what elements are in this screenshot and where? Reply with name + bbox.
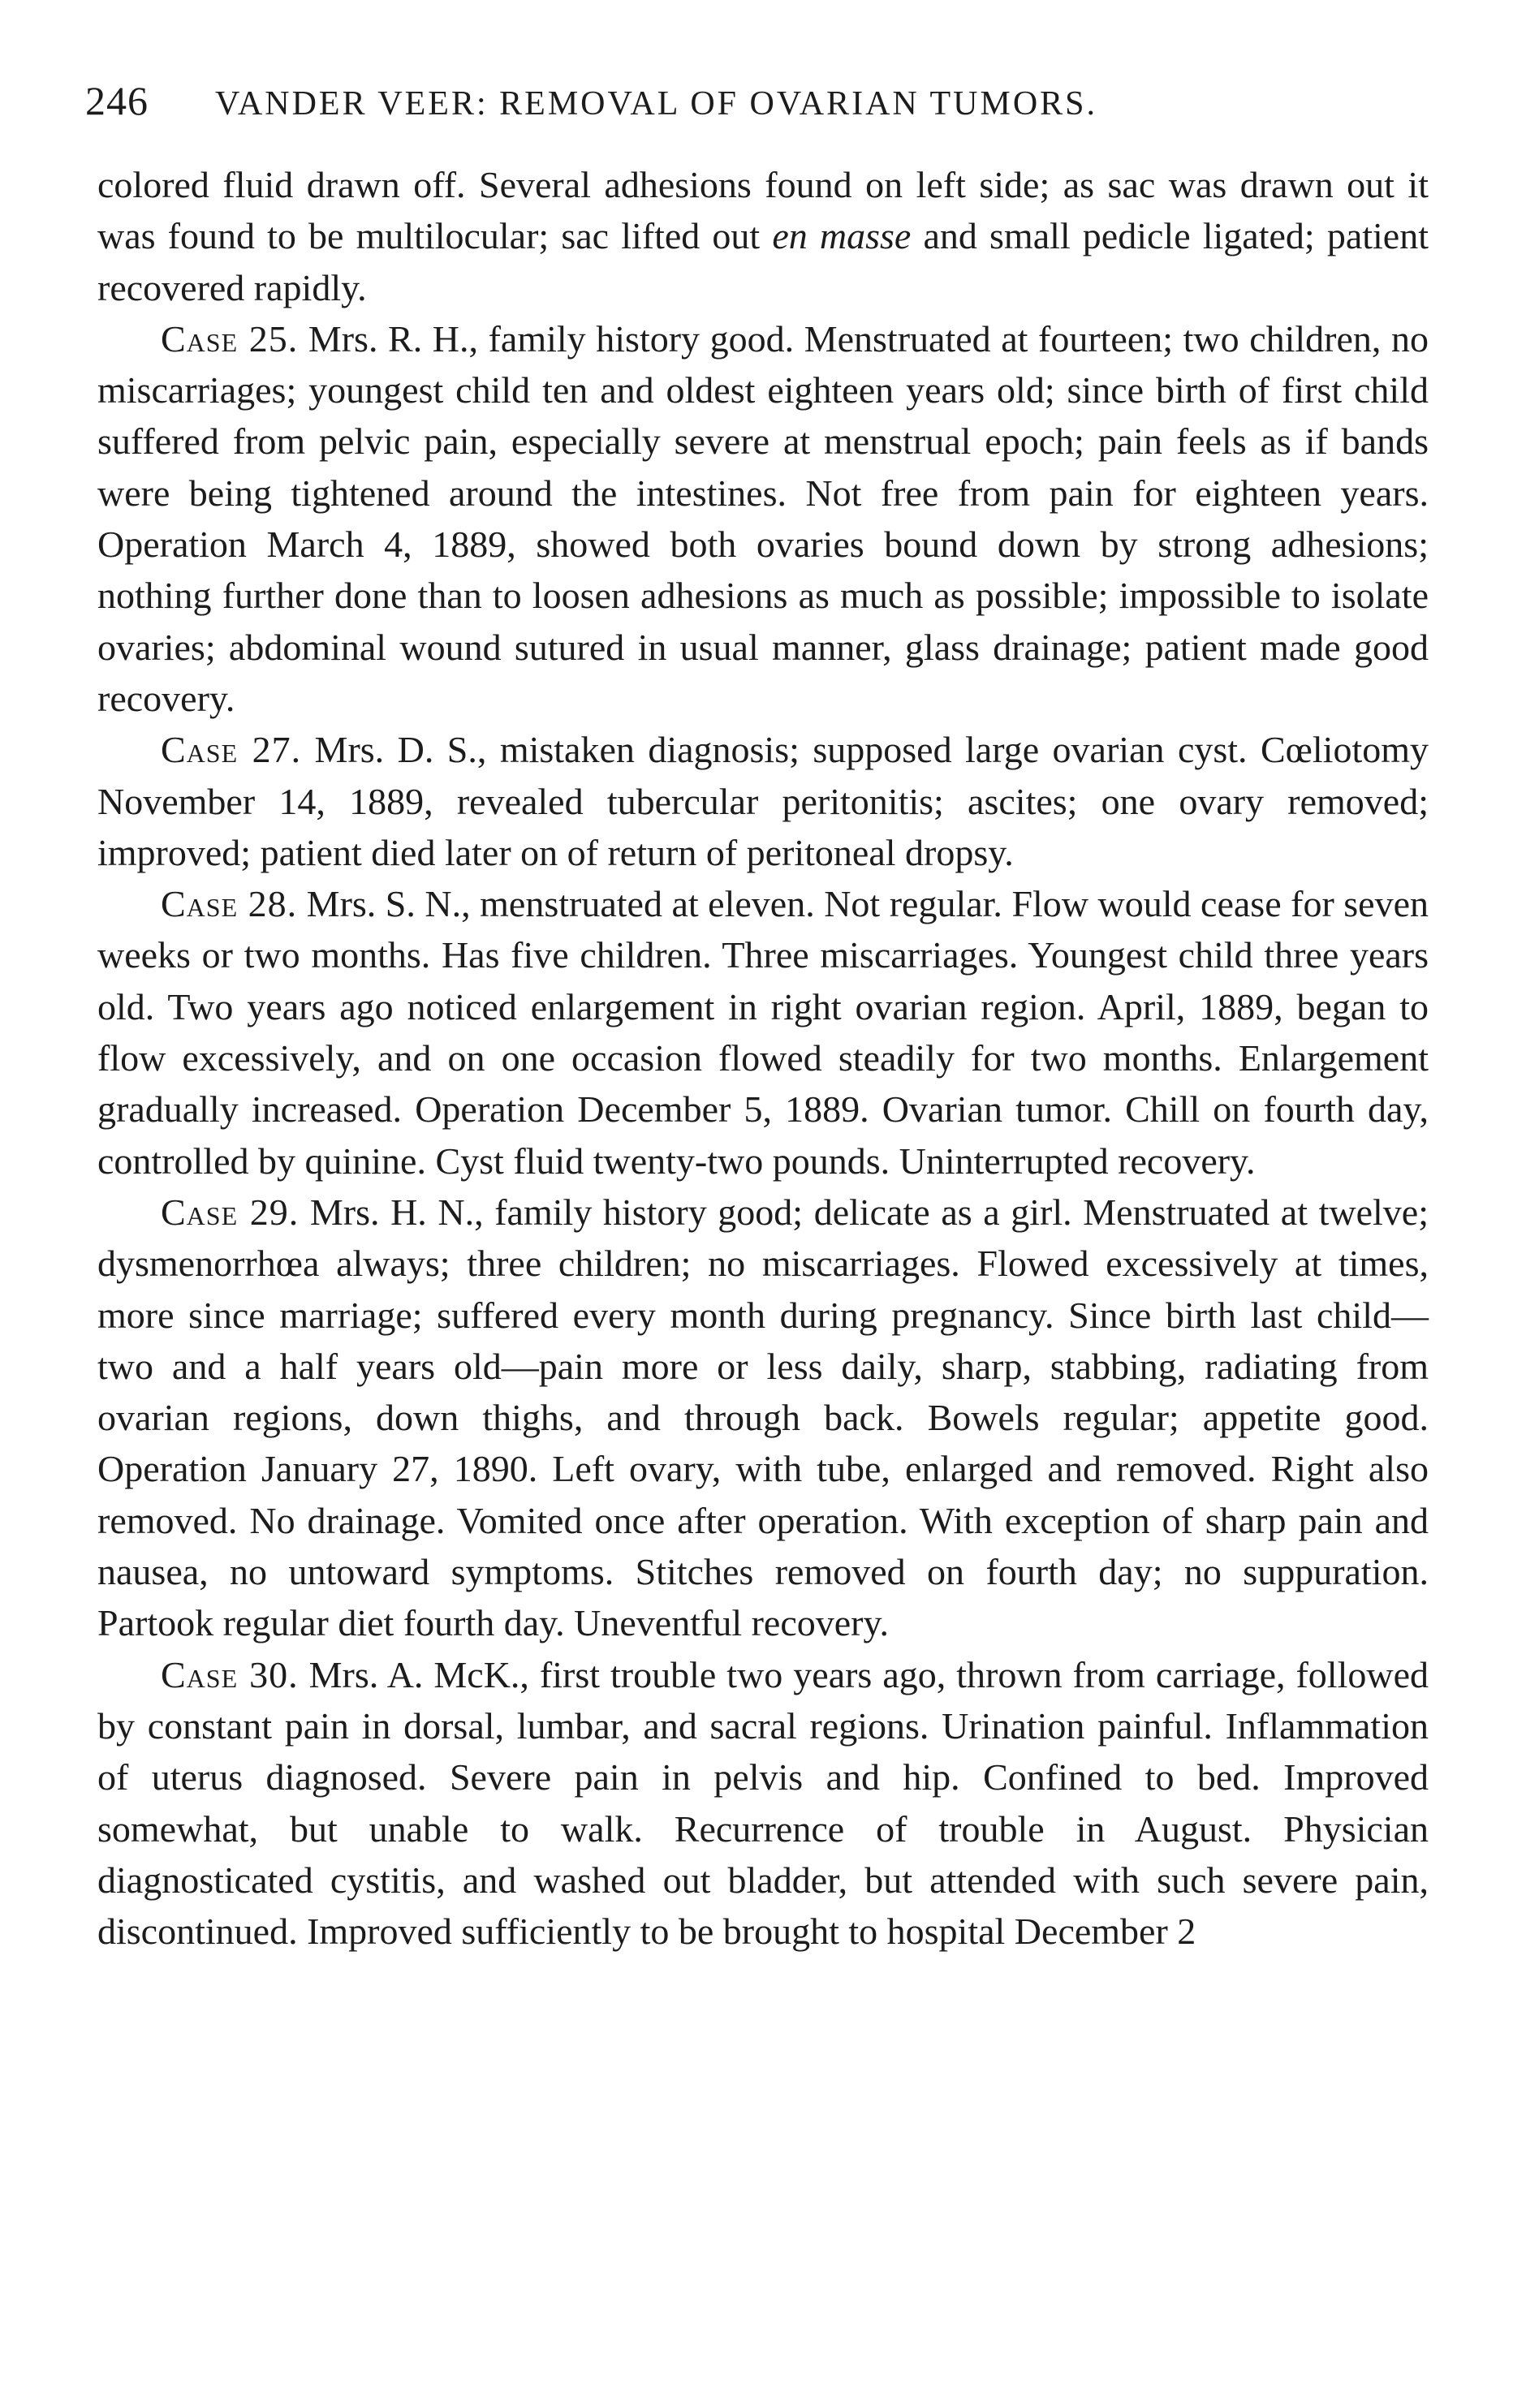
case-text: Mrs. R. H., family history good. Menstruated at fourteen; two children, no miscarriages; youngest child ten and oldest eighteen years old; since birth of first child suffered from pelvic pain, especially severe at menstrual epoch; pain feels as if bands were being tightened around the intestines. Not free from pain for eighteen years. Operation March 4, 1889, showed both ovaries bound down by strong adhesions; nothing further done than to loosen adhesions as much as possible; impossible to isolate ovaries; abdominal wound sutured in usual manner, glass drainage; patient made good recovery. (97, 317, 1429, 719)
running-title: VANDER VEER: REMOVAL OF OVARIAN TUMORS. (215, 85, 1098, 123)
case-text: Mrs. H. N., family history good; delicate as a girl. Menstruated at twelve; dysmenorrhœa always; three children; no miscarriages. Flowed excessively at times, more since marriage; suffered every month during pregnancy. Since birth last child—two and a half years old—pain more or less daily, sharp, stabbing, radiating from ovarian regions, down thighs, and through back. Bowels regular; appetite good. Operation January 27, 1890. Left ovary, with tube, enlarged and removed. Right also removed. No drainage. Vomited once after operation. With exception of sharp pain and nausea, no untoward symptoms. Stitches removed on fourth day; no suppuration. Partook regular diet fourth day. Uneventful recovery. (97, 1191, 1429, 1644)
case-paragraph-25 (97, 313, 1429, 724)
case-label: Case 27. (161, 729, 302, 771)
continuation-text-before: colored fluid drawn off. Several adhesions found on left side; as sac was drawn out it was found to be multilocular; sac lifted out (97, 164, 1429, 257)
case-label: Case 29. (161, 1191, 300, 1233)
continuation-text-after: and small pedicle ligated; patient recovered rapidly. (97, 215, 1429, 308)
running-head (85, 77, 1465, 134)
case-paragraph-29 (97, 1187, 1429, 1649)
case-paragraph-30 (97, 1649, 1429, 1958)
case-text: Mrs. A. McK., first trouble two years ago, thrown from carriage, followed by constant pain in dorsal, lumbar, and sacral regions. Urination painful. Inflammation of uterus diagnosed. Severe pain in pelvis and hip. Confined to bed. Improved somewhat, but unable to walk. Recurrence of trouble in August. Physician diagnosticated cystitis, and washed out bladder, but attended with such severe pain, discontinued. Improved sufficiently to be brought to hospital December 2 (97, 1653, 1429, 1953)
case-paragraph-27 (97, 724, 1429, 878)
case-paragraph-28 (97, 878, 1429, 1187)
continuation-paragraph (97, 159, 1429, 313)
case-text: Mrs. D. S., mistaken diagnosis; supposed large ovarian cyst. Cœliotomy November 14, 1889, revealed tubercular peritonitis; ascites; one ovary removed; improved; patient died later on of return of peritoneal dropsy. (97, 729, 1429, 873)
case-text: Mrs. S. N., menstruated at eleven. Not regular. Flow would cease for seven weeks or two months. Has five children. Three miscarriages. Youngest child three years old. Two years ago noticed enlargement in right ovarian region. April, 1889, began to flow excessively, and on one occasion flowed steadily for two months. Enlargement gradually increased. Operation December 5, 1889. Ovarian tumor. Chill on fourth day, controlled by quinine. Cyst fluid twenty-two pounds. Uninterrupted recovery. (97, 883, 1429, 1182)
case-label: Case 25. (161, 317, 299, 360)
italic-phrase: en masse (772, 215, 912, 257)
case-label: Case 28. (161, 883, 298, 925)
case-label: Case 30. (161, 1653, 299, 1695)
page-number: 246 (85, 78, 149, 123)
body-text (97, 159, 1429, 1957)
